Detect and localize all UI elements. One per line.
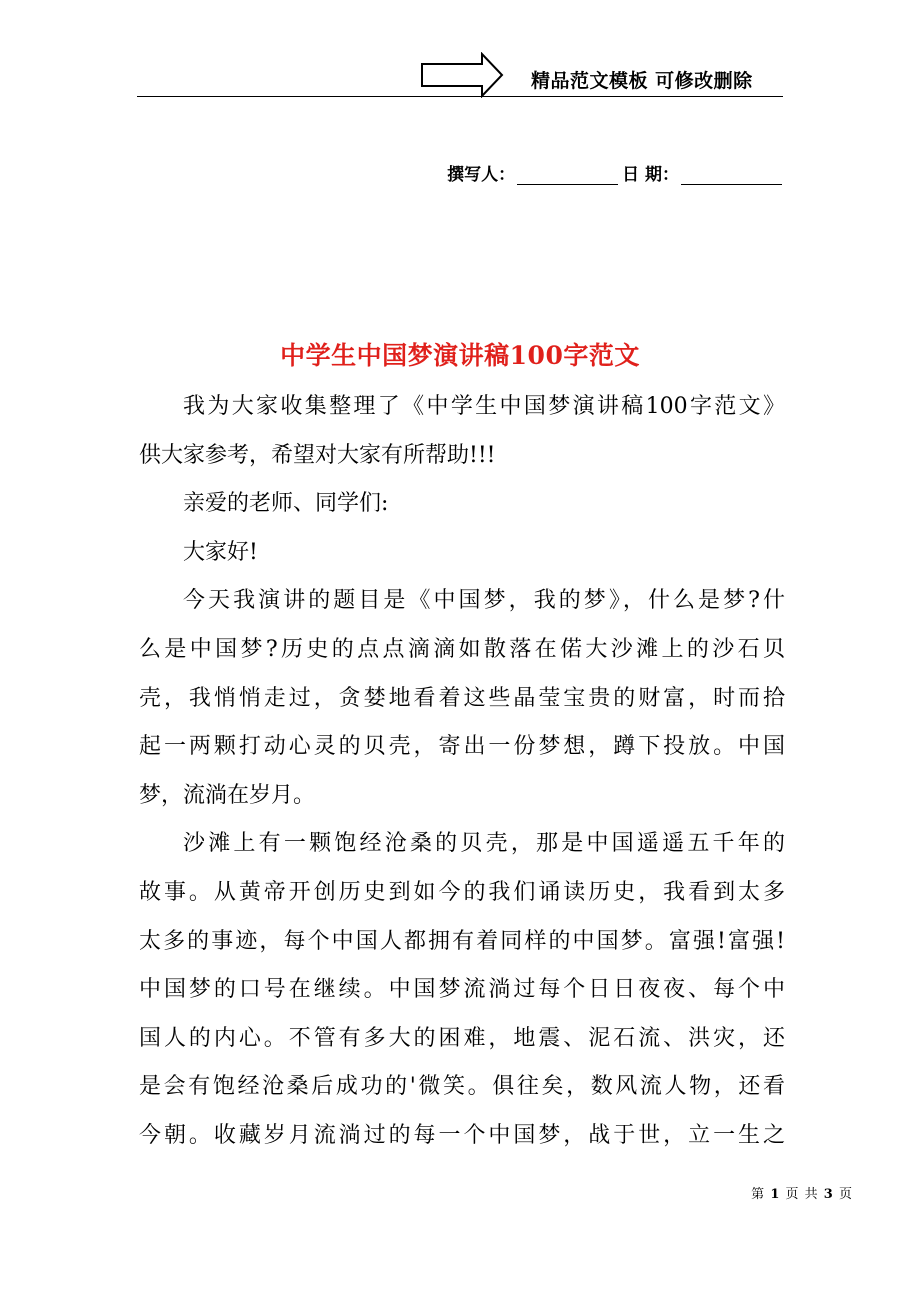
paragraph1-line: 梦，流淌在岁月。 bbox=[139, 782, 316, 808]
author-date-row bbox=[447, 160, 782, 185]
greeting: 大家好! bbox=[183, 539, 258, 565]
paragraph2-line: 是会有饱经沧桑后成功的'微笑。俱往矣，数风流人物，还看 bbox=[139, 1074, 785, 1100]
header-divider bbox=[137, 96, 783, 97]
date-blank-line bbox=[681, 164, 782, 185]
paragraph2-line: 国人的内心。不管有多大的困难，地震、泥石流、洪灾，还 bbox=[139, 1025, 785, 1051]
page-footer bbox=[751, 1183, 853, 1202]
paragraph2-line: 沙滩上有一颗饱经沧桑的贝壳，那是中国遥遥五千年的 bbox=[183, 831, 785, 857]
intro-line: 供大家参考，希望对大家有所帮助!!! bbox=[139, 442, 496, 468]
paragraph2-line: 今朝。收藏岁月流淌过的每一个中国梦，战于世，立一生之 bbox=[139, 1122, 785, 1148]
salutation: 亲爱的老师、同学们: bbox=[183, 491, 389, 517]
paragraph2-line: 故事。从黄帝开创历史到如今的我们诵读历史，我看到太多 bbox=[139, 879, 785, 905]
author-label: 撰写人： bbox=[447, 165, 516, 185]
paragraph2-line: 太多的事迹，每个中国人都拥有着同样的中国梦。富强!富强! bbox=[139, 928, 785, 954]
footer-total-pages: 3 bbox=[823, 1187, 834, 1202]
paragraph1-line: 壳，我悄悄走过，贪婪地看着这些晶莹宝贵的财富，时而拾 bbox=[139, 685, 785, 711]
paragraph1-line: 今天我演讲的题目是《中国梦，我的梦》，什么是梦?什 bbox=[183, 588, 785, 614]
footer-current-page: 1 bbox=[770, 1187, 781, 1202]
intro-line: 我为大家收集整理了《中学生中国梦演讲稿100字范文》 bbox=[183, 394, 785, 419]
footer-prefix: 第 bbox=[751, 1187, 766, 1202]
document-title: 中学生中国梦演讲稿100字范文 bbox=[280, 341, 640, 370]
paragraph1-line: 起一两颗打动心灵的贝壳，寄出一份梦想，蹲下投放。中国 bbox=[139, 734, 785, 760]
header-label: 精品范文模板 可修改删除 bbox=[531, 70, 753, 92]
author-blank-line bbox=[517, 164, 618, 185]
right-arrow-outline-icon bbox=[420, 52, 504, 98]
footer-suffix: 页 bbox=[838, 1187, 853, 1202]
footer-middle: 页 共 bbox=[785, 1187, 819, 1202]
paragraph2-line: 中国梦的口号在继续。中国梦流淌过每个日日夜夜、每个中 bbox=[139, 977, 785, 1003]
paragraph1-line: 么是中国梦?历史的点点滴滴如散落在偌大沙滩上的沙石贝 bbox=[139, 636, 785, 662]
date-label: 日 期： bbox=[622, 165, 679, 185]
document-body bbox=[139, 383, 785, 1161]
